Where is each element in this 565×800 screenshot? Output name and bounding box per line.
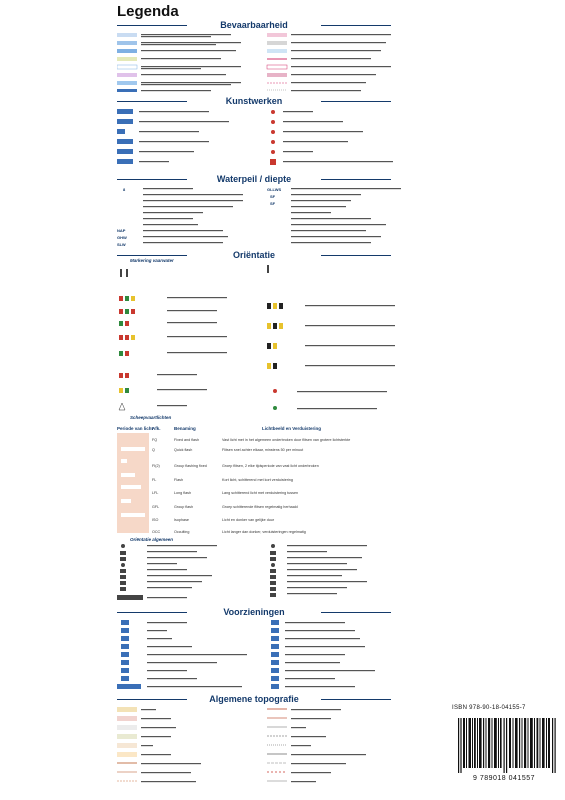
subhead-scheepvaart: Scheepvaartlichten bbox=[130, 415, 172, 420]
light-row-nm: Group flashing fixed bbox=[174, 464, 207, 468]
light-row-nm: Quick flash bbox=[174, 448, 193, 452]
subhead-markering: Markering vaarwater bbox=[130, 258, 174, 263]
subhead-orientatie-algemeen: Oriëntatie algemeen bbox=[130, 537, 174, 542]
light-row-ds: Flitsen snel achter elkaar, minstens 50 per minuut bbox=[222, 448, 304, 452]
light-table-row bbox=[152, 504, 422, 511]
light-row-ab: GFL bbox=[152, 505, 160, 509]
light-row-ds: Kort licht, schitterend met kort verduistering bbox=[222, 478, 293, 482]
topografie-symbols bbox=[117, 706, 447, 798]
svg-text:SLW: SLW bbox=[117, 242, 126, 247]
buoy-symbols bbox=[117, 263, 417, 423]
light-row-nm: Group flash bbox=[174, 505, 194, 509]
svg-text:SF: SF bbox=[270, 201, 276, 206]
light-row-ds: Vast licht met in het algemeen onderbroken door flitsen van grotere lichtsterkte bbox=[222, 438, 351, 442]
light-row-ds: Groep flitsen, 2 elke tijdsperiode van vast licht onderbroken bbox=[222, 464, 319, 468]
light-row-ab: Q bbox=[152, 448, 155, 452]
waterpeil-symbols bbox=[117, 186, 417, 248]
light-row-ab: OCC bbox=[152, 530, 161, 534]
light-row-nm: Flash bbox=[174, 478, 184, 482]
light-table-row bbox=[152, 529, 422, 536]
light-table-row bbox=[152, 437, 422, 444]
light-row-ds: Licht en donker van gelijke duur bbox=[222, 518, 275, 522]
light-row-ds: Licht langer dan donker, verduisteringen regelmatig bbox=[222, 530, 306, 534]
section-bevaarbaarheid: Bevaarbaarheid bbox=[117, 20, 391, 30]
light-row-ab: LFL bbox=[152, 491, 159, 495]
light-table-row bbox=[152, 517, 422, 524]
light-table-row bbox=[152, 477, 422, 484]
light-row-ds: Lang schitterend licht met verduistering tussen bbox=[222, 491, 299, 495]
header-afk: Afk. bbox=[152, 426, 161, 431]
svg-text:GHW: GHW bbox=[117, 235, 127, 240]
kunstwerken-symbols bbox=[117, 108, 417, 172]
light-row-nm: Long flash bbox=[174, 491, 192, 495]
light-period-bars bbox=[117, 433, 149, 533]
light-row-ab: FQ bbox=[152, 438, 158, 442]
svg-text:SF: SF bbox=[270, 194, 276, 199]
page-title: Legenda bbox=[117, 3, 179, 20]
light-table-row bbox=[152, 463, 422, 470]
barcode-image bbox=[458, 718, 556, 773]
light-row-ab: ISO bbox=[152, 518, 159, 522]
svg-text:NAP: NAP bbox=[117, 228, 126, 233]
section-kunstwerken: Kunstwerken bbox=[117, 96, 391, 106]
header-beschrijving: Lichtbeeld en Verduistering bbox=[262, 426, 322, 431]
isbn-text: ISBN 978-90-18-04155-7 bbox=[452, 705, 526, 711]
light-row-nm: Occulting bbox=[174, 530, 190, 534]
light-table-row bbox=[152, 490, 422, 497]
svg-text:8: 8 bbox=[123, 187, 126, 192]
header-benaming: Benaming bbox=[174, 426, 196, 431]
section-topografie: Algemene topografie bbox=[117, 694, 391, 704]
section-voorzieningen: Voorzieningen bbox=[117, 607, 391, 617]
light-table-header bbox=[117, 426, 417, 433]
svg-text:GLLWS: GLLWS bbox=[267, 187, 282, 192]
header-periode: Periode van licht bbox=[117, 426, 154, 431]
light-row-nm: Fixed and flash bbox=[174, 438, 200, 442]
barcode-number: 9 789018 041557 bbox=[473, 775, 535, 782]
light-row-ab: FL bbox=[152, 478, 157, 482]
light-row-nm: Isophase bbox=[174, 518, 189, 522]
voorzieningen-symbols bbox=[117, 619, 417, 693]
light-row-ab: FI(2) bbox=[152, 464, 160, 468]
light-table-row bbox=[152, 447, 422, 454]
light-row-ds: Groep schitterende flitsen regelmatig herhaald bbox=[222, 505, 298, 509]
orientatie-algemeen-symbols bbox=[117, 543, 417, 605]
section-orientatie: Oriëntatie bbox=[117, 250, 391, 260]
bevaarbaarheid-symbols bbox=[117, 32, 417, 94]
section-waterpeil: Waterpeil / diepte bbox=[117, 174, 391, 184]
